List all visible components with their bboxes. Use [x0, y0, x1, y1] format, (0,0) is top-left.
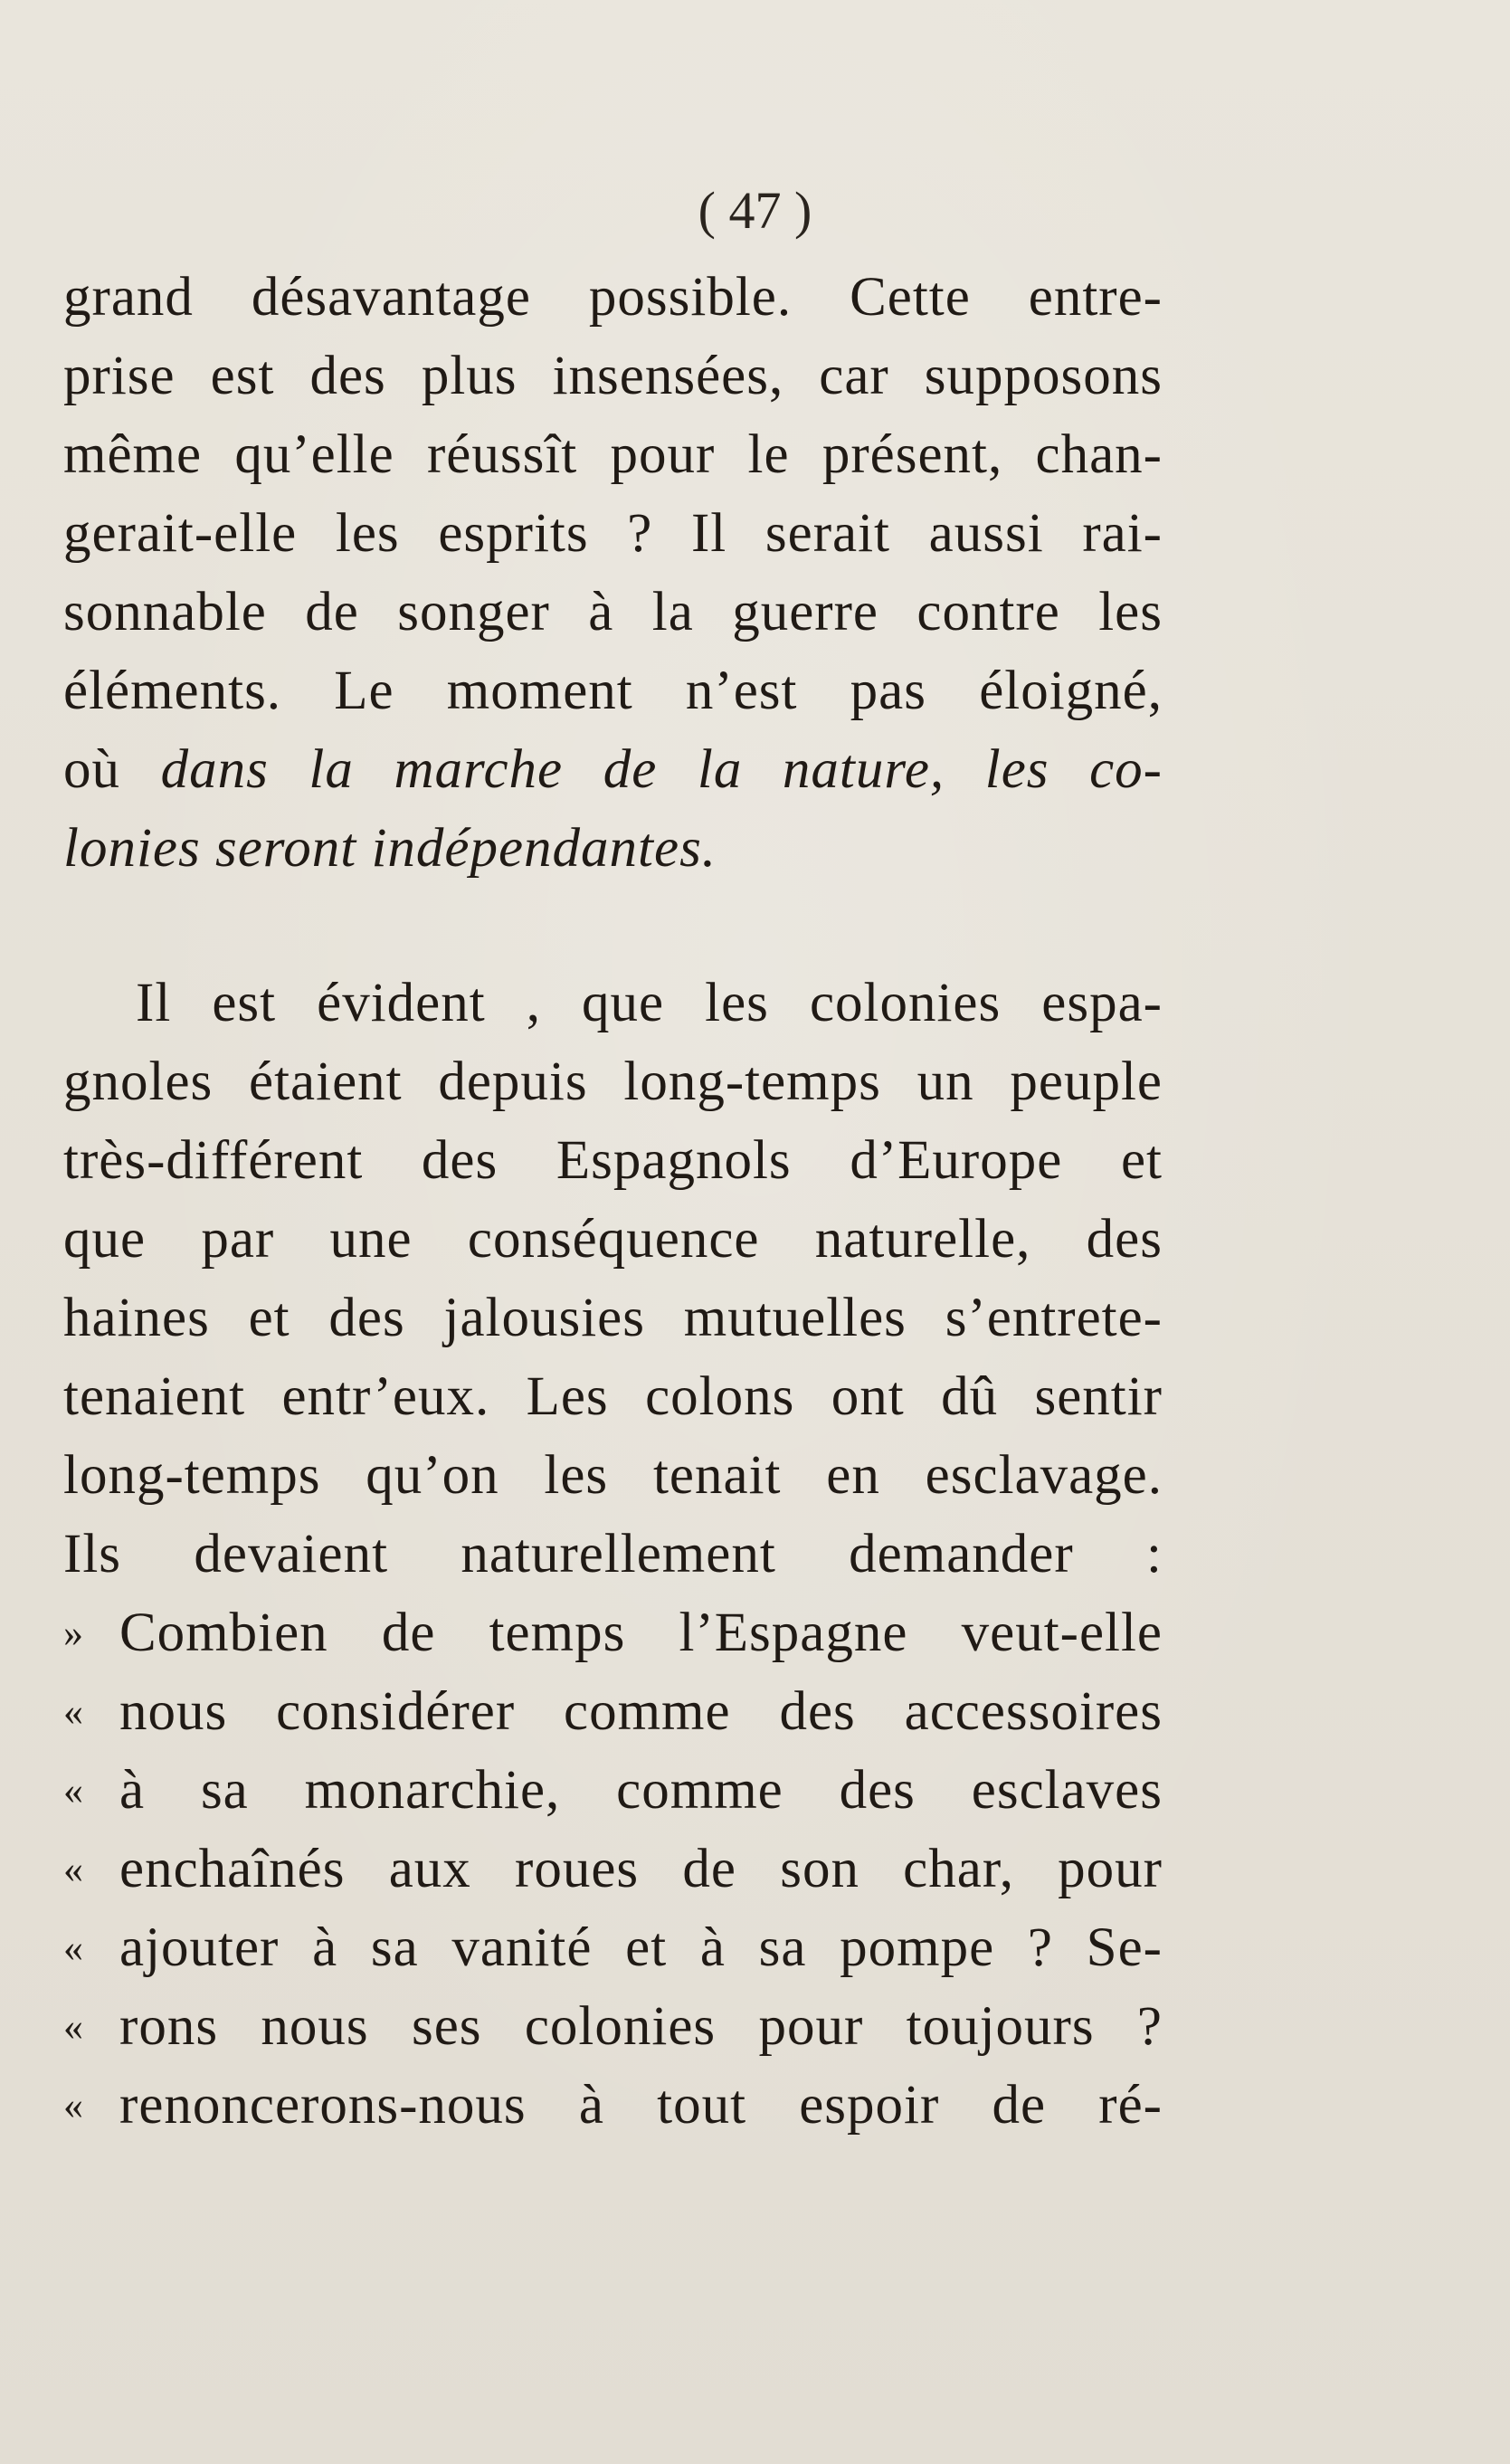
quoted-line: [63, 1751, 1163, 1830]
italic-text-line: lonies seront indépendantes.: [63, 818, 717, 879]
quoted-text: rons nous ses colonies pour toujours ?: [119, 1996, 1163, 2057]
quoted-line: [63, 1987, 1163, 2066]
text-fragment: où: [63, 739, 161, 800]
quote-mark: «: [63, 2083, 84, 2127]
quote-mark: »: [63, 1611, 84, 1655]
text-line: même qu’elle réussît pour le présent, chan-: [63, 424, 1163, 485]
text-line: tenaient entr’eux. Les colons ont dû sentir: [63, 1366, 1163, 1427]
text-line: Il est évident , que les colonies espa-: [136, 973, 1163, 1033]
quote-mark: «: [63, 1689, 84, 1734]
paragraph-2: [63, 964, 1163, 2145]
paragraph-1: [63, 258, 1163, 888]
quote-mark: «: [63, 1768, 84, 1812]
text-line: prise est des plus insensées, car supposons: [63, 346, 1163, 406]
quoted-line: [63, 2066, 1163, 2145]
text-line: très-différent des Espagnols d’Europe et: [63, 1130, 1163, 1191]
text-line: éléments. Le moment n’est pas éloigné,: [63, 661, 1163, 721]
text-line: [63, 730, 1163, 809]
page-number: ( 47 ): [698, 181, 812, 240]
text-line: grand désavantage possible. Cette entre-: [63, 267, 1163, 328]
quoted-text: à sa monarchie, comme des esclaves: [119, 1760, 1163, 1821]
quoted-text: enchaînés aux roues de son char, pour: [119, 1839, 1163, 1899]
quoted-text: Combien de temps l’Espagne veut-elle: [119, 1603, 1163, 1663]
text-line: sonnable de songer à la guerre contre les: [63, 582, 1163, 642]
text-line: Ils devaient naturellement demander :: [63, 1524, 1163, 1584]
quoted-line: [63, 1594, 1163, 1672]
italic-text: dans la marche de la nature, les co-: [160, 739, 1163, 800]
text-line: gnoles étaient depuis long-temps un peuple: [63, 1051, 1163, 1112]
quoted-line: [63, 1908, 1163, 1987]
quoted-text: renoncerons-nous à tout espoir de ré-: [119, 2075, 1163, 2136]
quote-mark: «: [63, 1847, 84, 1891]
text-line: gerait-elle les esprits ? Il serait aussi rai-: [63, 503, 1163, 564]
quoted-line: [63, 1830, 1163, 1908]
text-line: que par une conséquence naturelle, des: [63, 1209, 1163, 1270]
text-line: long-temps qu’on les tenait en esclavage.: [63, 1445, 1163, 1506]
quoted-line: [63, 1672, 1163, 1751]
quoted-text: ajouter à sa vanité et à sa pompe ? Se-: [119, 1917, 1163, 1978]
text-line: haines et des jalousies mutuelles s’entrete-: [63, 1288, 1163, 1348]
quote-mark: «: [63, 1926, 84, 1970]
quote-mark: «: [63, 2004, 84, 2049]
quoted-text: nous considérer comme des accessoires: [119, 1681, 1163, 1742]
